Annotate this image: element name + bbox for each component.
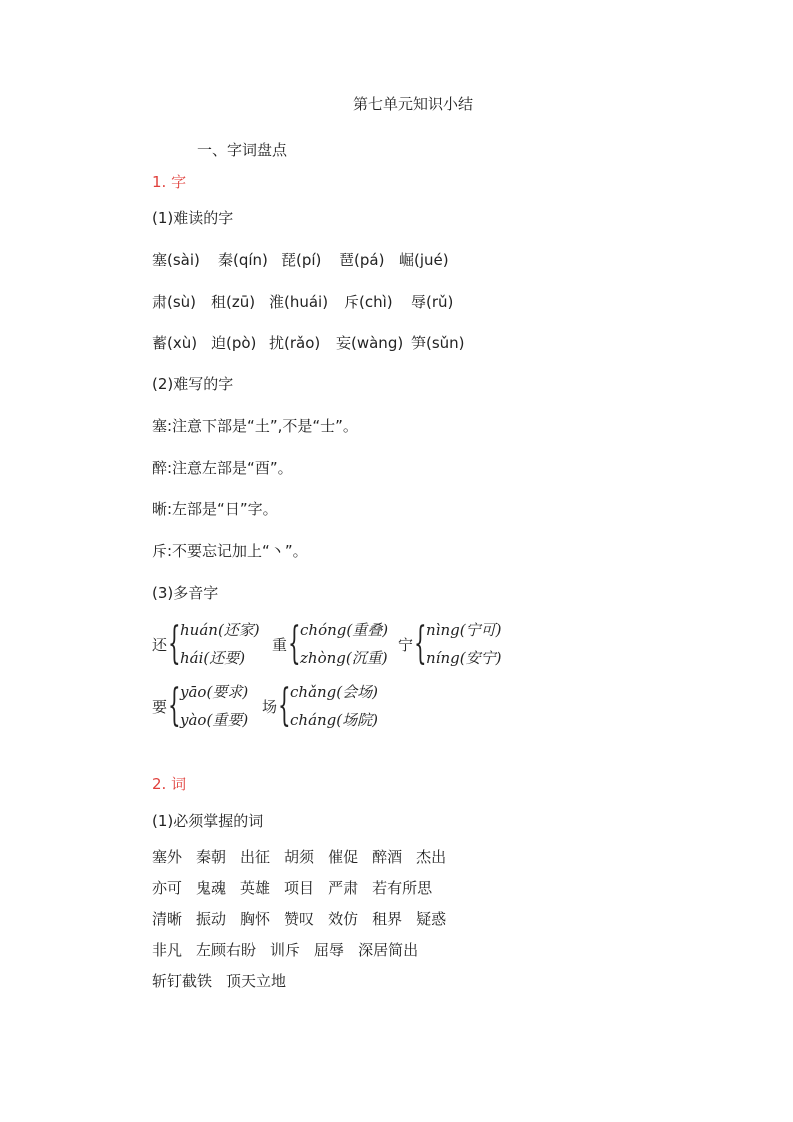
polyphone-group [152, 680, 248, 732]
vocab-word: 效仿 [328, 910, 359, 928]
char-pinyin: 淮(huái) [269, 293, 329, 311]
char-pinyin: 肃(sù) [152, 293, 197, 311]
vocab-word: 租界 [372, 910, 403, 928]
vocab-word: 秦朝 [196, 848, 227, 866]
vocab-word: 赞叹 [284, 910, 315, 928]
vocab-word: 顶天立地 [226, 972, 287, 990]
heading-must-know-words: (1)必须掌握的词 [152, 812, 264, 830]
word-row [152, 971, 300, 991]
polyphone-group [152, 618, 260, 670]
vocab-word: 屈辱 [314, 941, 345, 959]
polyphone-char: 场 [262, 697, 278, 716]
section-heading-vocab: 一、字词盘点 [197, 141, 288, 159]
vocab-word: 若有所思 [372, 879, 433, 897]
vocab-word: 鬼魂 [196, 879, 227, 897]
vocab-word: 深居简出 [358, 941, 419, 959]
vocab-word: 非凡 [152, 941, 183, 959]
char-pinyin: 斥(chì) [344, 293, 393, 311]
polyphone-reading: nìng(宁可) [426, 621, 502, 639]
vocab-word: 训斥 [270, 941, 301, 959]
polyphone-reading: cháng(场院) [290, 711, 378, 729]
char-pinyin: 辱(rǔ) [411, 293, 454, 311]
vocab-word: 斩钉截铁 [152, 972, 213, 990]
char-pinyin: 迫(pò) [211, 334, 257, 352]
polyphone-reading: chǎng(会场) [290, 683, 378, 701]
char-pinyin: 琵(pí) [281, 251, 322, 269]
word-row [152, 878, 446, 898]
polyphone-char: 重 [272, 635, 288, 654]
word-row [152, 909, 460, 929]
polyphone-reading: yào(重要) [180, 711, 249, 729]
char-pinyin: 蓄(xù) [152, 334, 198, 352]
brace-icon: { [168, 618, 181, 669]
polyphone-group [398, 618, 501, 670]
hard-read-row [152, 292, 453, 312]
vocab-word: 清晰 [152, 910, 183, 928]
vocab-word: 项目 [284, 879, 315, 897]
polyphone-reading: huán(还家) [180, 621, 260, 639]
hard-read-row [152, 333, 465, 353]
polyphone-reading: chóng(重叠) [300, 621, 389, 639]
char-pinyin: 琶(pá) [339, 251, 385, 269]
polyphone-group [272, 618, 388, 670]
vocab-word: 出征 [240, 848, 271, 866]
word-row [152, 847, 460, 867]
vocab-word: 疑惑 [416, 910, 447, 928]
vocab-word: 塞外 [152, 848, 183, 866]
heading-hard-to-write: (2)难写的字 [152, 375, 234, 393]
word-row [152, 940, 432, 960]
char-pinyin: 妄(wàng) [336, 334, 404, 352]
vocab-word: 杰出 [416, 848, 447, 866]
brace-icon: { [168, 680, 181, 731]
polyphone-char: 要 [152, 697, 168, 716]
vocab-word: 英雄 [240, 879, 271, 897]
polyphone-char: 宁 [398, 635, 414, 654]
char-pinyin: 秦(qín) [218, 251, 268, 269]
vocab-word: 亦可 [152, 879, 183, 897]
subheading-characters: 1. 字 [152, 173, 187, 191]
char-pinyin: 笋(sǔn) [411, 334, 465, 352]
vocab-word: 催促 [328, 848, 359, 866]
polyphone-reading: zhòng(沉重) [300, 649, 388, 667]
polyphone-reading: níng(安宁) [426, 649, 502, 667]
vocab-word: 醉酒 [372, 848, 403, 866]
hard-write-item: 晰:左部是“日”字。 [152, 500, 278, 518]
vocab-word: 左顾右盼 [196, 941, 257, 959]
polyphone-reading: yāo(要求) [180, 683, 249, 701]
polyphone-reading: hái(还要) [180, 649, 246, 667]
vocab-word: 严肃 [328, 879, 359, 897]
vocab-word: 胡须 [284, 848, 315, 866]
char-pinyin: 塞(sài) [152, 251, 200, 269]
page-title: 第七单元知识小结 [352, 95, 473, 113]
brace-icon: { [288, 618, 301, 669]
hard-read-row [152, 250, 449, 270]
polyphone-group [262, 680, 378, 732]
vocab-word: 胸怀 [240, 910, 271, 928]
subheading-words: 2. 词 [152, 775, 187, 793]
polyphone-char: 还 [152, 635, 168, 654]
char-pinyin: 扰(rǎo) [269, 334, 321, 352]
char-pinyin: 崛(jué) [399, 251, 449, 269]
hard-write-item: 塞:注意下部是“土”,不是“士”。 [152, 417, 358, 435]
heading-polyphones: (3)多音字 [152, 584, 219, 602]
hard-write-item: 斥:不要忘记加上“丶”。 [152, 542, 308, 560]
brace-icon: { [278, 680, 291, 731]
char-pinyin: 租(zū) [211, 293, 256, 311]
heading-hard-to-read: (1)难读的字 [152, 209, 234, 227]
vocab-word: 振动 [196, 910, 227, 928]
hard-write-item: 醉:注意左部是“酉”。 [152, 459, 293, 477]
brace-icon: { [414, 618, 427, 669]
